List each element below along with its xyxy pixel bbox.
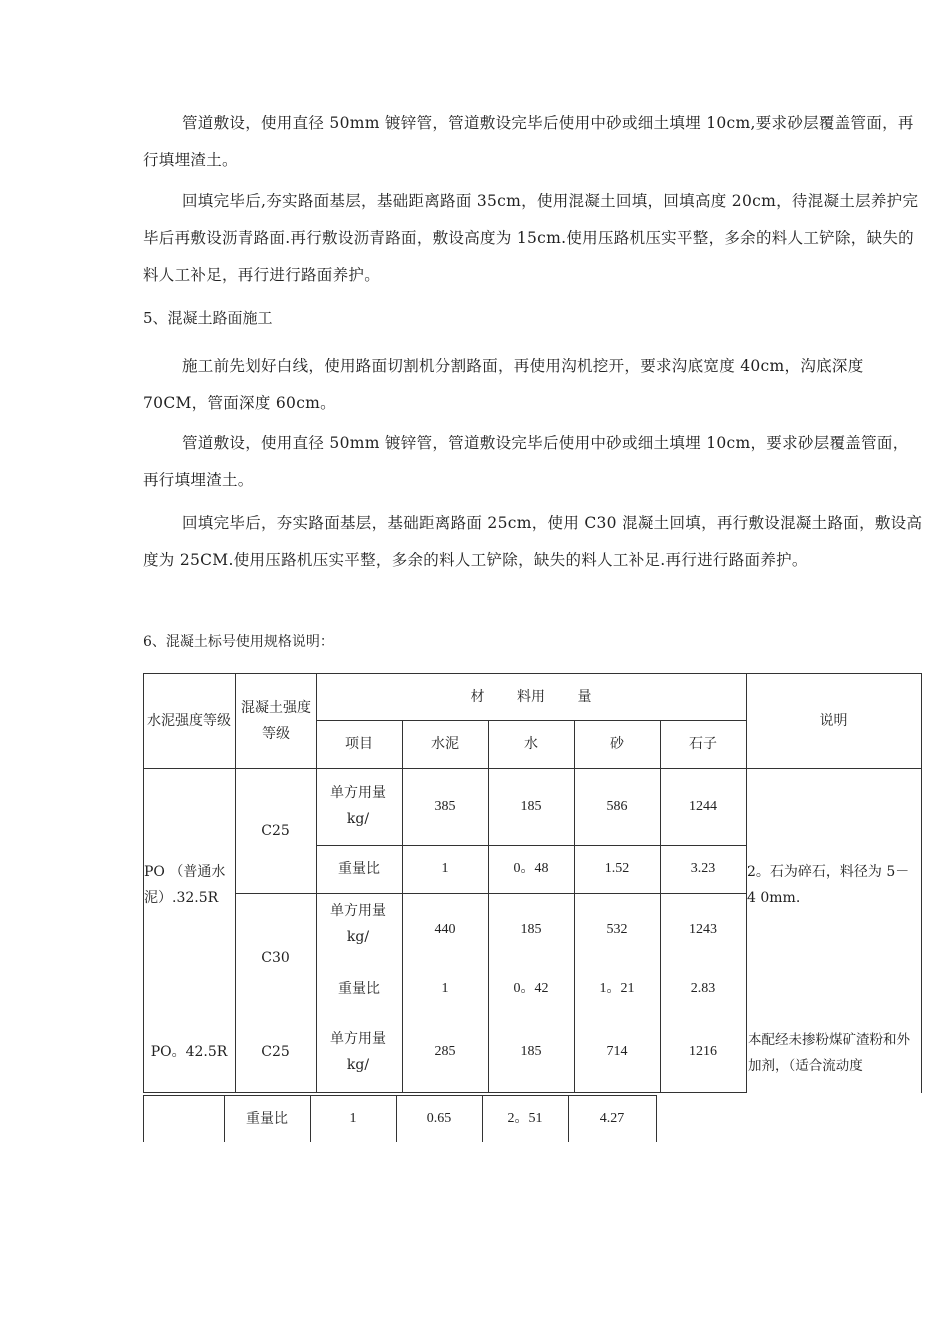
row6-stone: 4.27 — [599, 1110, 625, 1126]
row3-cement: 440 — [434, 922, 456, 937]
header-note: 说明 — [819, 712, 848, 729]
concrete-grade-c25-b: C25 — [261, 1044, 290, 1060]
paragraph-construction-prep: 施工前先划好白线，使用路面切割机分割路面，再使用沟机挖开，要求沟底宽度 40cm，沟底深度 70CM，管面深度 60cm。 — [143, 357, 864, 412]
row3-stone: 1243 — [689, 922, 717, 937]
header-material: 材 料用 量 — [470, 688, 592, 705]
cement-grade-po425: PO。42.5R — [150, 1044, 228, 1060]
header-item: 项目 — [345, 736, 373, 752]
section-heading-5: 5、混凝土路面施工 — [143, 309, 273, 327]
row6-sand: 2。51 — [507, 1110, 543, 1126]
row2-stone: 3.23 — [690, 861, 716, 876]
header-stone: 石子 — [689, 736, 717, 752]
concrete-grade-c30: C30 — [261, 950, 290, 966]
row4-sand: 1。21 — [599, 981, 635, 996]
cement-grade-po325: PO （普通水泥）.32.5R — [144, 864, 226, 906]
concrete-grade-c25-a: C25 — [261, 822, 290, 839]
row4-water: 0。42 — [513, 981, 549, 996]
row1-stone: 1244 — [689, 798, 717, 814]
row3-water: 185 — [520, 922, 542, 937]
row5-cement: 285 — [434, 1044, 456, 1059]
row4-cement: 1 — [441, 981, 449, 996]
row5-item: 单方用量 kg/ — [330, 1031, 386, 1073]
header-concrete-grade: 混凝土强度等级 — [241, 699, 311, 742]
row3-sand: 532 — [606, 922, 628, 937]
row6-item: 重量比 — [246, 1110, 288, 1127]
header-sand: 砂 — [610, 736, 624, 752]
row4-stone: 2.83 — [690, 981, 716, 996]
note-stone-size: 2。石为碎石，料径为 5－4 0mm. — [747, 864, 910, 906]
header-cement: 水泥 — [431, 736, 459, 752]
row3-item: 单方用量 kg/ — [330, 903, 386, 945]
section-heading-6: 6、混凝土标号使用规格说明： — [143, 634, 334, 650]
row1-item: 单方用量 kg/ — [330, 785, 386, 827]
row2-cement: 1 — [441, 861, 449, 876]
row2-sand: 1.52 — [604, 861, 630, 876]
row1-cement: 385 — [434, 798, 456, 814]
row2-item: 重量比 — [338, 861, 380, 877]
row5-water: 185 — [520, 1044, 542, 1059]
row6-water: 0.65 — [426, 1110, 452, 1126]
paragraph-pipe-laying-2: 管道敷设，使用直径 50mm 镀锌管，管道敷设完毕后使用中砂或细土填埋 10cm，要求砂层覆盖管面，再行填埋渣土。 — [143, 434, 909, 489]
row5-sand: 714 — [606, 1044, 628, 1059]
header-cement-grade: 水泥强度等级 — [147, 712, 231, 729]
header-water: 水 — [524, 736, 538, 752]
paragraph-pipe-laying-1: 管道敷设，使用直径 50mm 镀锌管，管道敷设完毕后使用中砂或细土填埋 10cm,要求砂层覆盖管面，再行填埋渣土。 — [143, 114, 914, 169]
row1-water: 185 — [520, 798, 542, 814]
row1-sand: 586 — [606, 798, 628, 814]
row2-water: 0。48 — [513, 861, 549, 876]
paragraph-backfill-1: 回填完毕后,夯实路面基层，基础距离路面 35cm，使用混凝土回填，回填高度 20cm，待混凝土层养护完毕后再敷设沥青路面.再行敷设沥青路面，敷设高度为 15cm.使用压路机压实平整，多余的料人工铲除，缺失的料人工补足，再行进行路面养护。 — [143, 192, 919, 284]
row5-stone: 1216 — [689, 1044, 717, 1059]
note-admixture: 本配经未掺粉煤矿渣粉和外加剂，（适合流动度 — [748, 1032, 910, 1074]
row4-item: 重量比 — [338, 981, 380, 997]
row6-cement: 1 — [349, 1110, 357, 1126]
paragraph-backfill-2: 回填完毕后，夯实路面基层，基础距离路面 25cm，使用 C30 混凝土回填，再行敷设混凝土路面，敷设高度为 25CM.使用压路机压实平整，多余的料人工铲除，缺失的料人工补足.再行进行路面养护。 — [143, 514, 923, 569]
